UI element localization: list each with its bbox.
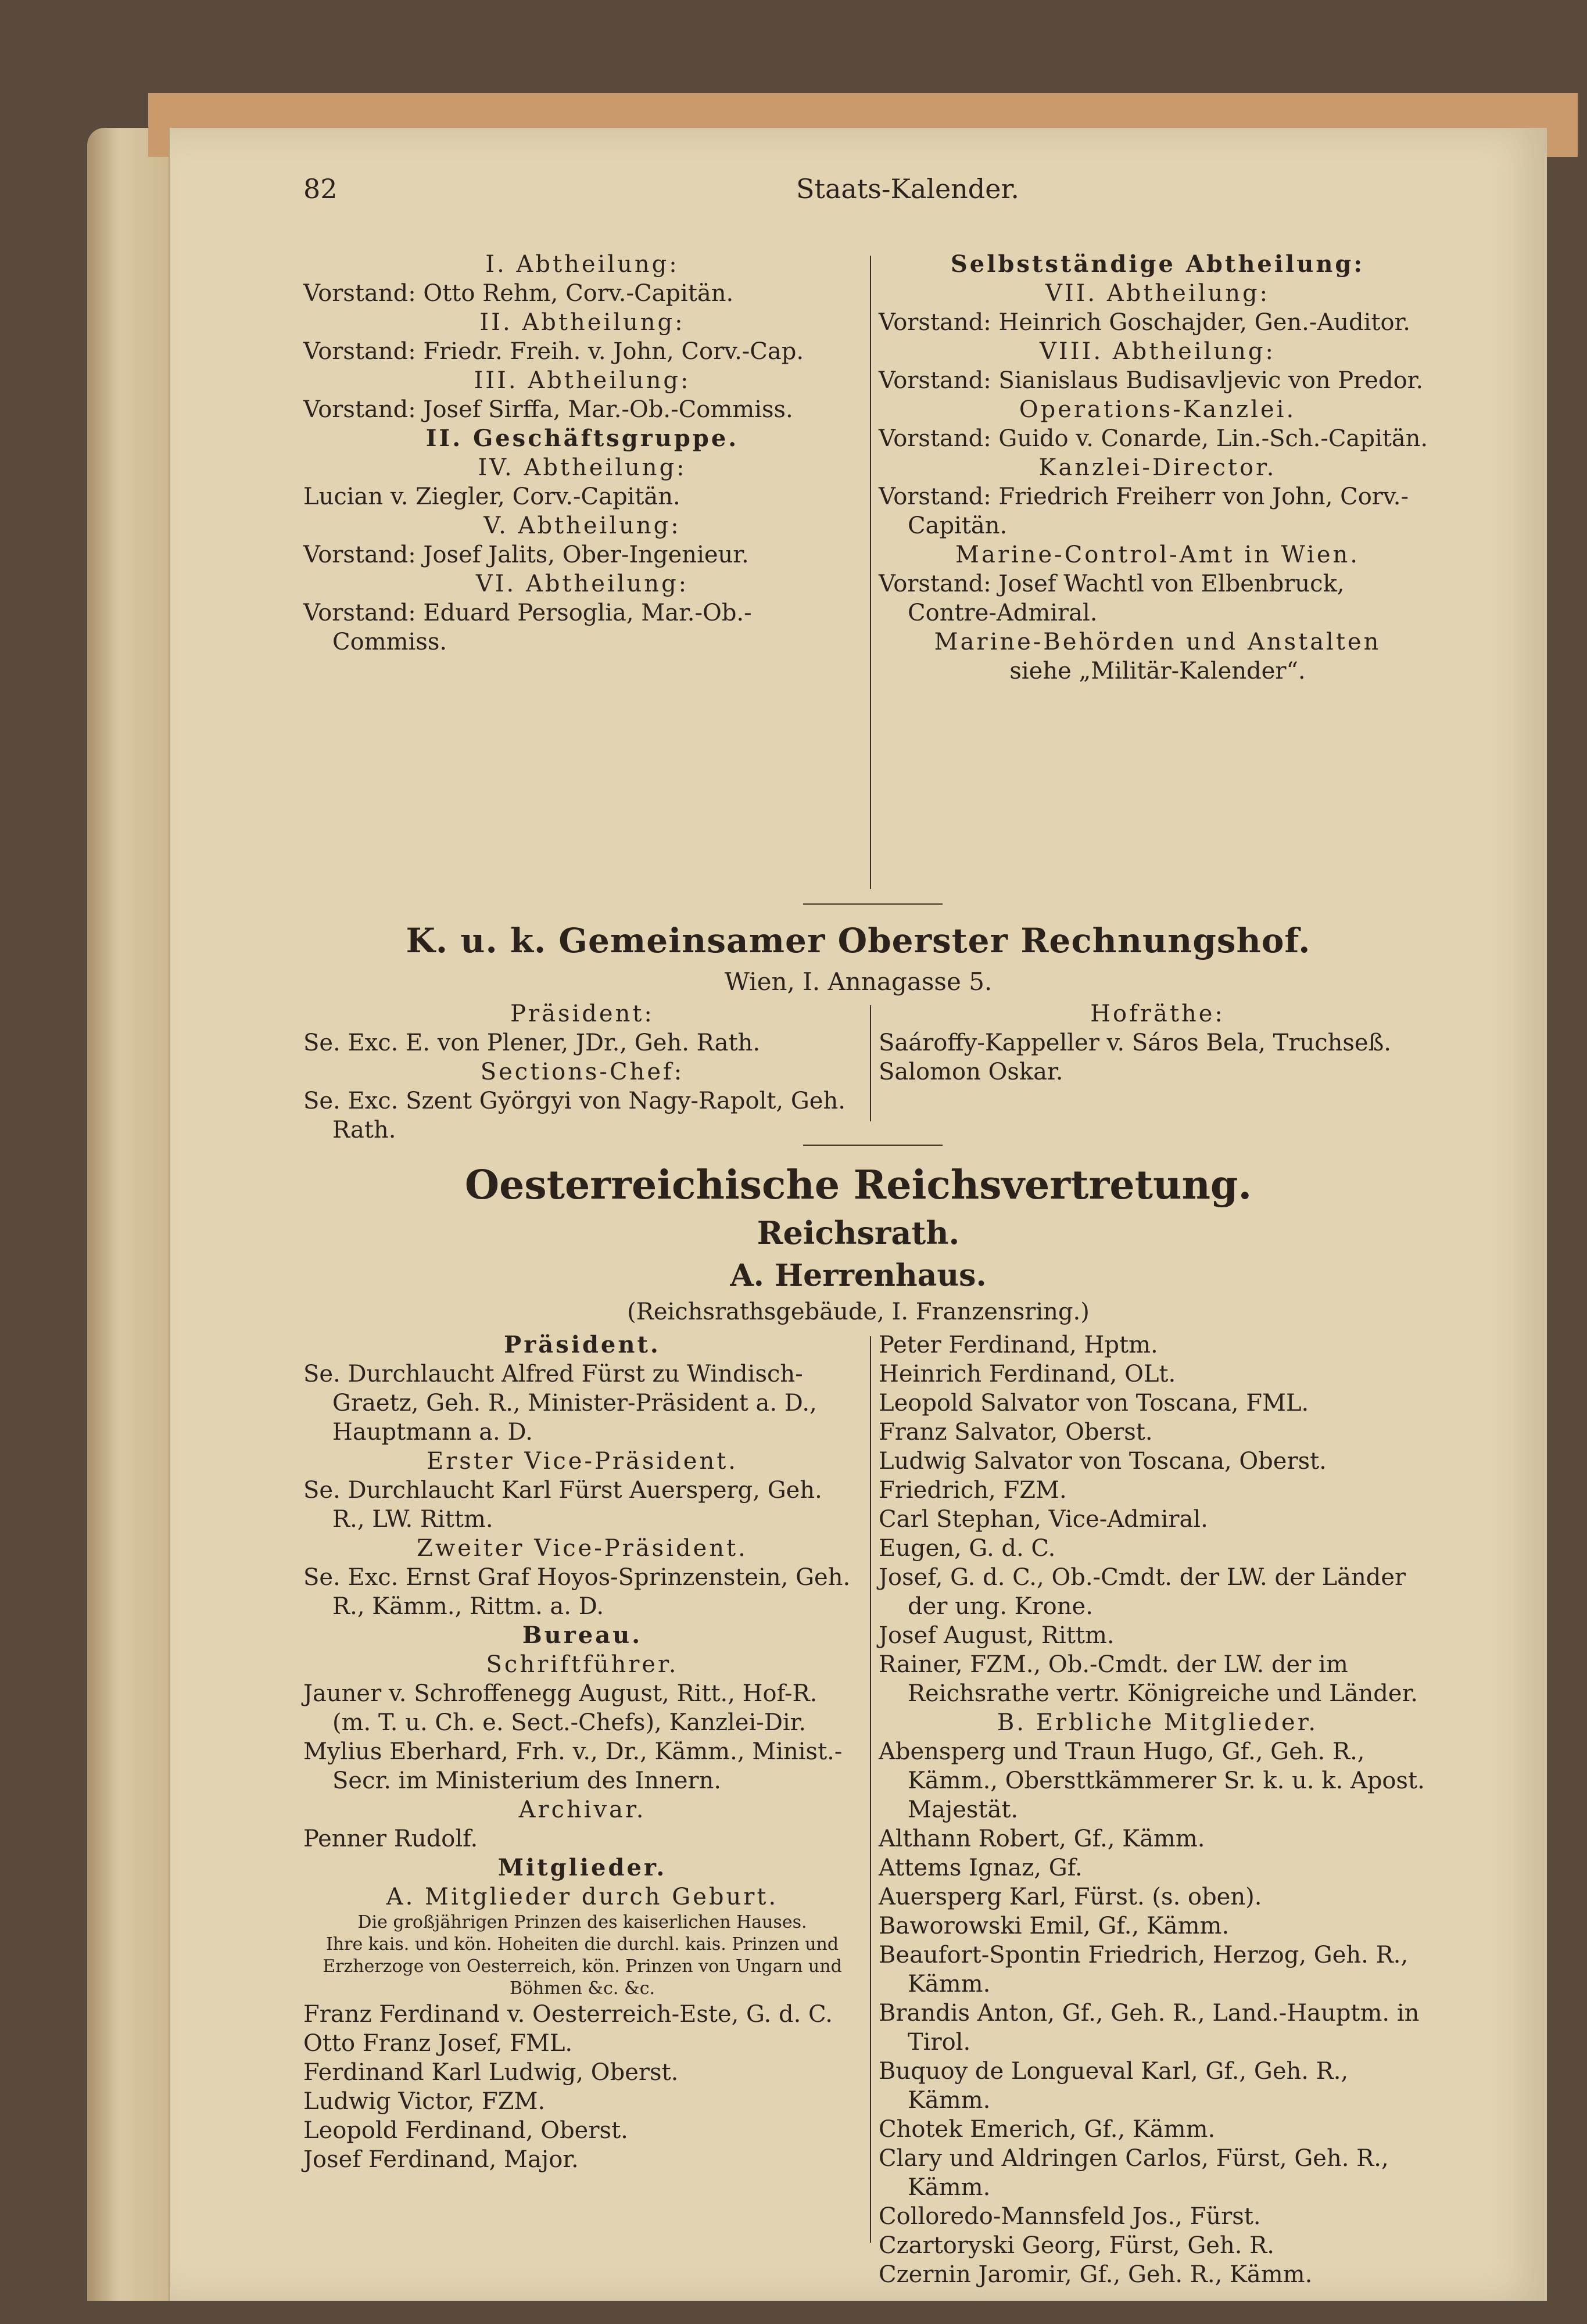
entry: Lucian v. Ziegler, Corv.-Capitän.	[303, 483, 680, 510]
section-heading: II. Geschäftsgruppe.	[425, 425, 739, 452]
entry: Buquoy de Longueval Karl, Gf., Geh. R., Kämm.	[879, 2058, 1349, 2114]
section-heading: Sections-Chef:	[480, 1059, 685, 1085]
entry: Vorstand: Friedrich Freiherr von John, Corv.-Capitän.	[879, 483, 1409, 539]
entry: Auersperg Karl, Fürst. (s. oben).	[879, 1884, 1262, 1910]
entry: Eugen, G. d. C.	[879, 1535, 1056, 1562]
section-heading: Schriftführer.	[486, 1651, 679, 1678]
section-heading: Präsident:	[510, 1000, 654, 1027]
entry: Vorstand: Josef Sirffa, Mar.-Ob.-Commiss.	[303, 396, 793, 423]
entry: Franz Ferdinand v. Oesterreich-Este, G. d. C.	[303, 2001, 833, 2028]
entry: Vorstand: Sianislaus Budisavljevic von Predor.	[879, 367, 1424, 394]
entry: Vorstand: Eduard Persoglia, Mar.-Ob.-Commiss.	[303, 600, 752, 655]
entry: siehe „Militär-Kalender“.	[1009, 658, 1306, 684]
entry: Se. Exc. Ernst Graf Hoyos-Sprinzenstein, Geh. R., Kämm., Rittm. a. D.	[303, 1564, 851, 1620]
note: Ihre kais. und kön. Hoheiten die durchl. kais. Prinzen und Erzherzoge von Oesterreich, kön. Prinzen von Ungarn und Böhmen &c. &c.	[323, 1934, 842, 1999]
entry: Czartoryski Georg, Fürst, Geh. R.	[879, 2232, 1274, 2259]
entry: Clary und Aldringen Carlos, Fürst, Geh. R., Kämm.	[879, 2145, 1389, 2201]
entry: Leopold Salvator von Toscana, FML.	[879, 1390, 1309, 1416]
section1-right-column	[879, 250, 1436, 686]
entry: Se. Durchlaucht Alfred Fürst zu Windisch-Graetz, Geh. R., Minister-Präsident a. D., Hauptmann a. D.	[303, 1361, 817, 1446]
entry: Baworowski Emil, Gf., Kämm.	[879, 1913, 1230, 1939]
section-heading: Mitglieder.	[497, 1854, 667, 1881]
page-number: 82	[303, 173, 338, 205]
entry: Rainer, FZM., Ob.-Cmdt. der LW. der im Reichsrathe vertr. Königreiche und Länder.	[879, 1651, 1418, 1707]
entry: Althann Robert, Gf., Kämm.	[879, 1826, 1205, 1852]
entry: Jauner v. Schroffenegg August, Ritt., Hof-R. (m. T. u. Ch. e. Sect.-Chefs), Kanzlei-Dir.	[303, 1680, 818, 1736]
entry: Otto Franz Josef, FML.	[303, 2030, 573, 2057]
section-rule	[803, 903, 943, 905]
section-heading: B. Erbliche Mitglieder.	[997, 1709, 1319, 1736]
entry: Se. Durchlaucht Karl Fürst Auersperg, Geh. R., LW. Rittm.	[303, 1477, 822, 1533]
entry: Saároffy-Kappeller v. Sáros Bela, Truchseß.	[879, 1030, 1392, 1056]
entry: Friedrich, FZM.	[879, 1477, 1067, 1504]
section-heading: VII. Abtheilung:	[1045, 280, 1270, 307]
entry: Josef August, Rittm.	[879, 1622, 1115, 1649]
section-heading: VI. Abtheilung:	[475, 571, 689, 597]
entry: Carl Stephan, Vice-Admiral.	[879, 1506, 1208, 1533]
entry: Abensperg und Traun Hugo, Gf., Geh. R., Kämm., Obersttkämmerer Sr. k. u. k. Apost. Majestät.	[879, 1738, 1425, 1823]
section2-left-column	[303, 999, 861, 1145]
entry: Attems Ignaz, Gf.	[879, 1855, 1083, 1881]
section-rule	[803, 1145, 943, 1146]
entry: Vorstand: Otto Rehm, Corv.-Capitän.	[303, 280, 734, 307]
section-heading: Bureau.	[522, 1622, 643, 1649]
reichsvertretung-title: Oesterreichische Reichsvertretung.	[464, 1162, 1252, 1208]
section-heading: Zweiter Vice-Präsident.	[417, 1535, 748, 1562]
section-heading: Erster Vice-Präsident.	[426, 1448, 739, 1475]
herrenhaus-address: (Reichsrathsgebäude, I. Franzensring.)	[627, 1299, 1090, 1325]
section-heading: Marine-Control-Amt in Wien.	[955, 541, 1360, 568]
section-heading: Selbstständige Abtheilung:	[950, 250, 1365, 278]
entry: Josef, G. d. C., Ob.-Cmdt. der LW. der Länder der ung. Krone.	[879, 1564, 1406, 1620]
entry: Vorstand: Josef Jalits, Ober-Ingenieur.	[303, 541, 749, 568]
entry: Franz Salvator, Oberst.	[879, 1419, 1153, 1446]
entry: Ludwig Victor, FZM.	[303, 2088, 546, 2115]
entry: Vorstand: Heinrich Goschajder, Gen.-Auditor.	[879, 309, 1410, 336]
section-heading: IV. Abtheilung:	[478, 454, 687, 481]
column-divider	[870, 1005, 871, 1121]
entry: Ferdinand Karl Ludwig, Oberst.	[303, 2059, 679, 2086]
entry: Se. Exc. Szent Györgyi von Nagy-Rapolt, Geh. Rath.	[303, 1088, 846, 1143]
section-heading: III. Abtheilung:	[474, 367, 691, 394]
section3-left-column	[303, 1330, 861, 2174]
page-stack-edge	[87, 128, 169, 2301]
entry: Colloredo-Mannsfeld Jos., Fürst.	[879, 2203, 1261, 2230]
column-divider	[870, 256, 871, 889]
entry: Mylius Eberhard, Frh. v., Dr., Kämm., Minist.-Secr. im Ministerium des Innern.	[303, 1738, 843, 1794]
herrenhaus-heading: A. Herrenhaus.	[730, 1258, 987, 1293]
page-header	[303, 173, 1512, 208]
entry: Ludwig Salvator von Toscana, Oberst.	[879, 1448, 1327, 1475]
section-heading: Archivar.	[518, 1796, 646, 1823]
entry: Vorstand: Guido v. Conarde, Lin.-Sch.-Capitän.	[879, 425, 1428, 452]
entry: Vorstand: Josef Wachtl von Elbenbruck, Contre-Admiral.	[879, 571, 1345, 626]
section1-left-column	[303, 250, 861, 657]
section-heading: II. Abtheilung:	[479, 309, 685, 336]
book-page	[169, 128, 1547, 2301]
entry: Josef Ferdinand, Major.	[303, 2146, 579, 2173]
entry: Salomon Oskar.	[879, 1059, 1063, 1085]
rechnungshof-title: K. u. k. Gemeinsamer Oberster Rechnungshof.	[406, 921, 1311, 960]
section-heading: VIII. Abtheilung:	[1040, 338, 1276, 365]
entry: Se. Exc. E. von Plener, JDr., Geh. Rath.	[303, 1030, 761, 1056]
entry: Vorstand: Friedr. Freih. v. John, Corv.-Cap.	[303, 338, 804, 365]
section2-right-column	[879, 999, 1436, 1086]
entry: Heinrich Ferdinand, OLt.	[879, 1361, 1176, 1387]
reichsrath-subtitle: Reichsrath.	[757, 1214, 960, 1251]
entry: Penner Rudolf.	[303, 1826, 478, 1852]
section-heading: Marine-Behörden und Anstalten	[934, 629, 1381, 655]
section-heading: Hofräthe:	[1090, 1000, 1225, 1027]
section-heading: I. Abtheilung:	[485, 251, 679, 278]
entry: Brandis Anton, Gf., Geh. R., Land.-Hauptm. in Tirol.	[879, 2000, 1420, 2056]
section-heading: A. Mitglieder durch Geburt.	[386, 1884, 779, 1910]
section-heading: V. Abtheilung:	[483, 512, 681, 539]
rechnungshof-address: Wien, I. Annagasse 5.	[724, 967, 993, 996]
section-heading: Kanzlei-Director.	[1038, 454, 1277, 481]
note: Die großjährigen Prinzen des kaiserlichen Hauses.	[357, 1912, 807, 1932]
section3-right-column	[879, 1330, 1436, 2289]
entry: Peter Ferdinand, Hptm.	[879, 1332, 1158, 1358]
running-title: Staats-Kalender.	[796, 173, 1020, 205]
section-heading: Präsident.	[504, 1331, 661, 1358]
column-divider	[870, 1336, 871, 2243]
entry: Chotek Emerich, Gf., Kämm.	[879, 2116, 1216, 2143]
entry: Czernin Jaromir, Gf., Geh. R., Kämm.	[879, 2261, 1313, 2288]
entry: Leopold Ferdinand, Oberst.	[303, 2117, 628, 2144]
section-heading: Operations-Kanzlei.	[1019, 396, 1296, 423]
entry: Beaufort-Spontin Friedrich, Herzog, Geh. R., Kämm.	[879, 1942, 1409, 1997]
